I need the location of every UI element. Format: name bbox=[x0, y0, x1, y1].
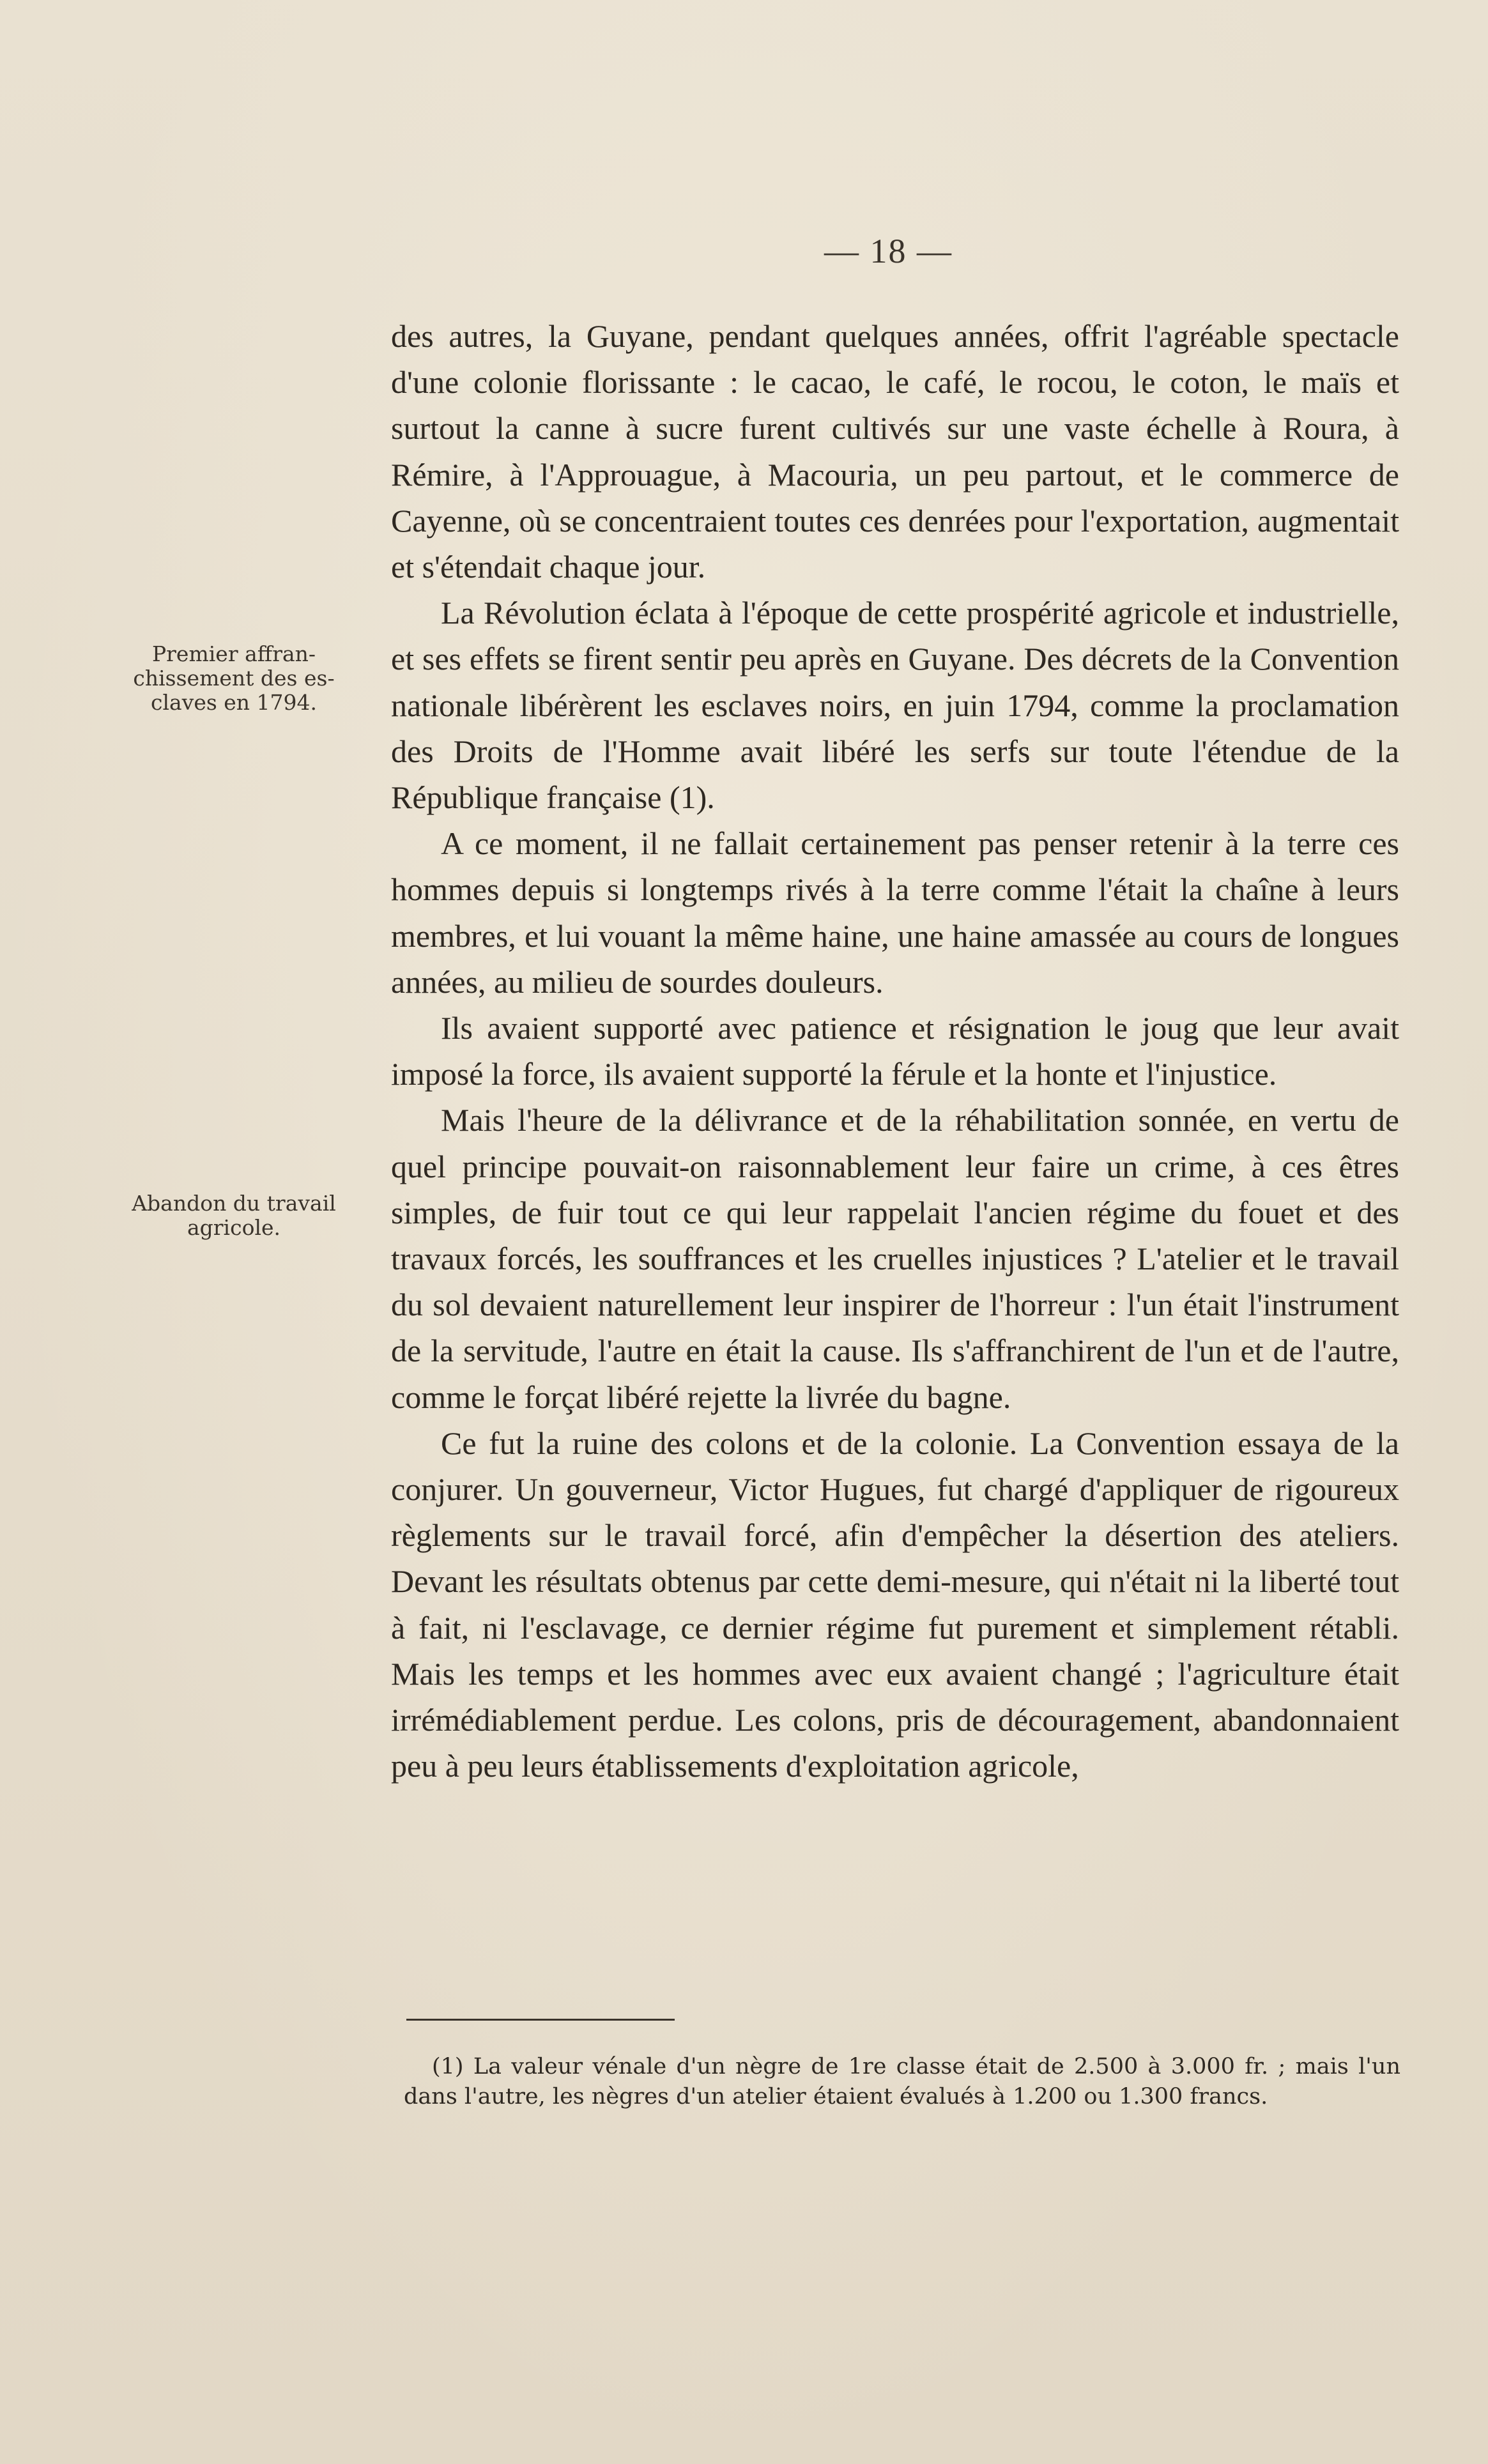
footnote-divider bbox=[406, 2019, 675, 2021]
footnote bbox=[404, 2052, 1400, 2112]
footnote-text: (1) La valeur vénale d'un nègre de 1re classe était de 2.500 à 3.000 fr. ; mais l'un dans l'autre, les nègres d'un atelier étaient évalués à 1.200 ou 1.300 francs. bbox=[404, 2054, 1400, 2109]
paragraph: Ils avaient supporté avec patience et résignation le joug que leur avait imposé la force, ils avaient supporté la férule et la honte et l'injustice. bbox=[391, 1010, 1399, 1092]
paragraph: A ce moment, il ne fallait certainement pas penser retenir à la terre ces hommes depuis si longtemps rivés à la terre comme l'était la chaîne à leurs membres, et lui vouant la même haine, une haine amassée au cours de longues années, au milieu de sourdes douleurs. bbox=[391, 825, 1399, 1000]
body-text bbox=[391, 313, 1399, 1789]
paragraph: Ce fut la ruine des colons et de la colonie. La Convention essaya de la conjurer. Un gouverneur, Victor Hugues, fut chargé d'appliquer de rigoureux règlements sur le travail forcé, afin d'empêcher la désertion des ateliers. Devant les résultats obtenus par cette demi-mesure, qui n'était ni la liberté tout à fait, ni l'esclavage, ce dernier régime fut purement et simplement rétabli. Mais les temps et les hommes avec eux avaient changé ; l'agriculture était irrémédiablement perdue. Les colons, pris de découragement, abandonnaient peu à peu leurs établissements d'exploitation agricole, bbox=[391, 1425, 1399, 1784]
margin-note-abandonment: Abandon du travail agricole. bbox=[132, 1191, 336, 1240]
margin-note-emancipation: Premier affran-chissement des es-claves en 1794. bbox=[133, 641, 335, 715]
paragraph: des autres, la Guyane, pendant quelques années, offrit l'agréable spectacle d'une colonie florissante : le cacao, le café, le rocou, le coton, le maïs et surtout la canne à sucre furent cultivés sur une vaste échelle à Roura, à Rémire, à l'Approuague, à Macouria, un peu partout, et le commerce de Cayenne, où se concentraient toutes ces denrées pour l'exportation, augmentait et s'étendait chaque jour. bbox=[391, 318, 1399, 585]
paragraph: La Révolution éclata à l'époque de cette prospérité agricole et industrielle, et ses effets se firent sentir peu après en Guyane. Des décrets de la Convention nationale libérèrent les esclaves noirs, en juin 1794, comme la proclamation des Droits de l'Homme avait libéré les serfs sur toute l'étendue de la République française (1). bbox=[391, 595, 1399, 816]
paragraph: Mais l'heure de la délivrance et de la réhabilitation sonnée, en vertu de quel principe pouvait-on raisonnablement leur faire un crime, à ces êtres simples, de fuir tout ce qui leur rappelait l'ancien régime du fouet et des travaux forcés, les souffrances et les cruelles injustices ? L'atelier et le travail du sol devaient naturellement leur inspirer de l'horreur : l'un était l'instrument de la servitude, l'autre en était la cause. Ils s'affranchirent de l'un et de l'autre, comme le forçat libéré rejette la livrée du bagne. bbox=[391, 1102, 1399, 1415]
page-number: — 18 — bbox=[824, 232, 953, 270]
